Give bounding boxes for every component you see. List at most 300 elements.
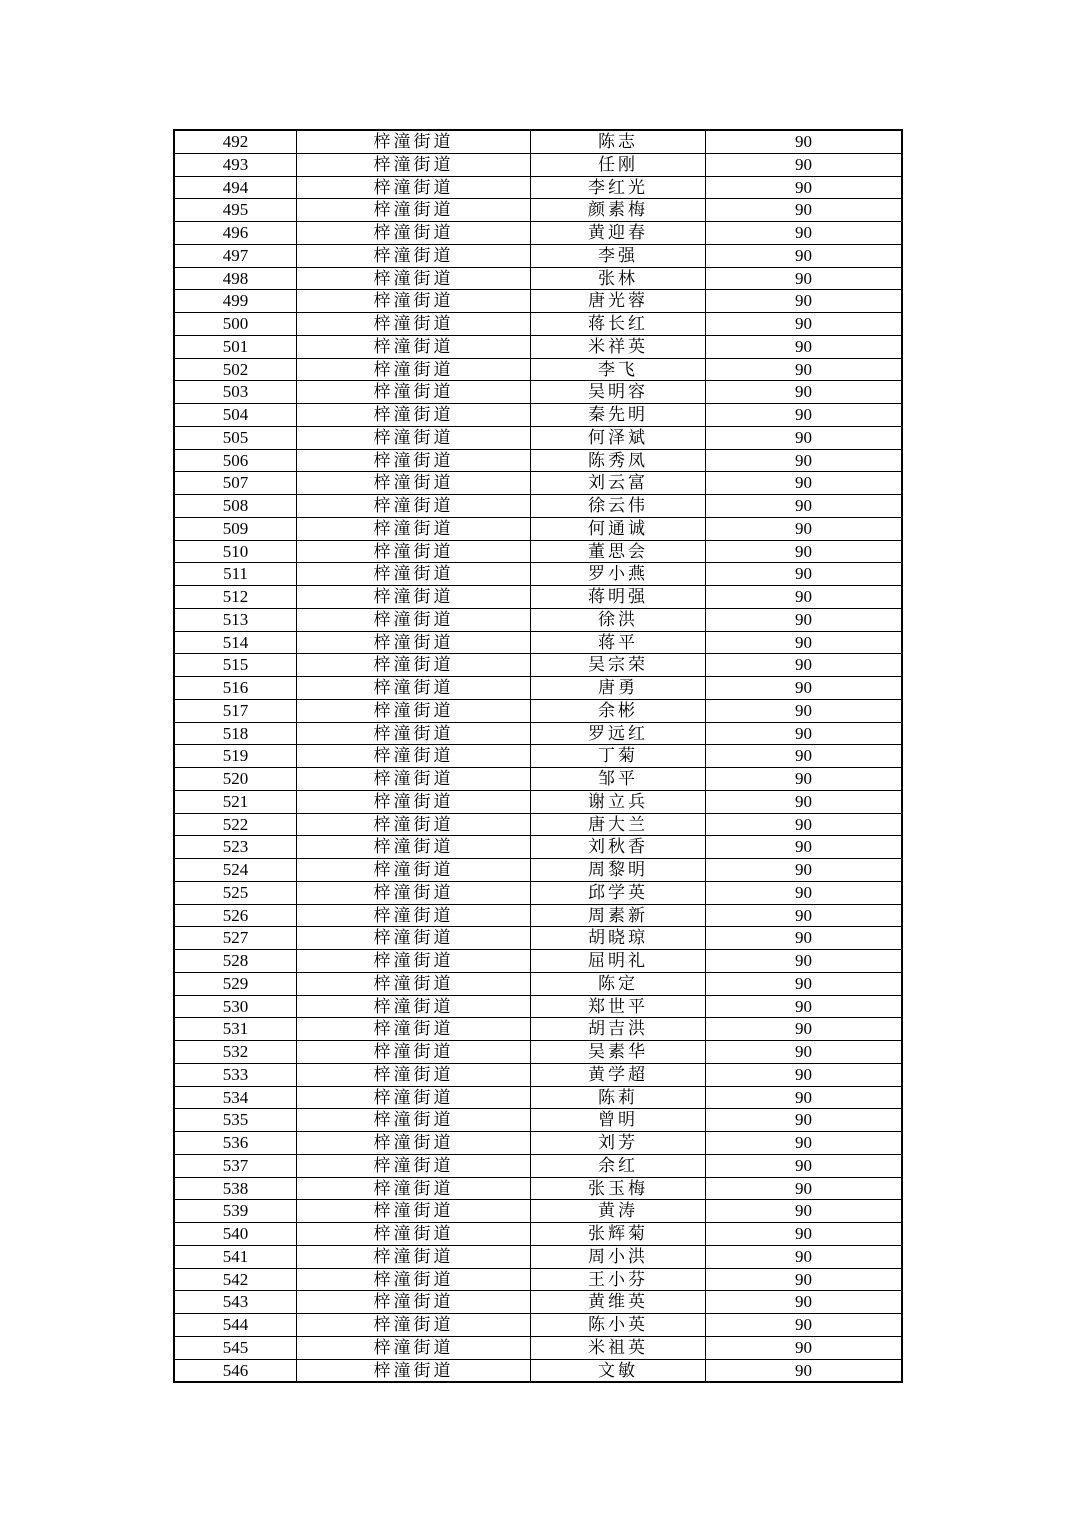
name-text: 罗远红 <box>588 723 648 743</box>
score-cell <box>706 313 903 336</box>
score-cell <box>706 972 903 995</box>
score-text: 90 <box>795 1360 812 1380</box>
name-text: 蒋平 <box>598 632 638 652</box>
score-cell <box>706 654 903 677</box>
street-text: 梓潼街道 <box>373 1155 454 1175</box>
score-text: 90 <box>795 450 812 470</box>
score-cell <box>706 836 903 859</box>
street-cell <box>297 563 531 586</box>
row-number-text: 541 <box>222 1246 249 1266</box>
street-cell <box>297 153 531 176</box>
row-number-cell <box>174 745 297 768</box>
street-cell <box>297 1245 531 1268</box>
name-cell <box>531 1200 706 1223</box>
score-cell <box>706 1314 903 1337</box>
table-row <box>174 813 902 836</box>
street-text: 梓潼街道 <box>373 882 454 902</box>
table-row <box>174 1154 902 1177</box>
row-number-cell <box>174 1268 297 1291</box>
row-number-text: 529 <box>222 973 249 993</box>
row-number-text: 526 <box>222 905 249 925</box>
row-number-text: 530 <box>222 996 249 1016</box>
table-row <box>174 222 902 245</box>
name-cell <box>531 199 706 222</box>
score-cell <box>706 1177 903 1200</box>
name-cell <box>531 813 706 836</box>
score-text: 90 <box>795 905 812 925</box>
street-text: 梓潼街道 <box>373 1019 454 1039</box>
name-text: 唐光蓉 <box>588 291 648 311</box>
row-number-cell <box>174 176 297 199</box>
street-cell <box>297 699 531 722</box>
score-text: 90 <box>795 200 812 220</box>
name-cell <box>531 540 706 563</box>
score-cell <box>706 1336 903 1359</box>
name-text: 文敏 <box>598 1360 638 1380</box>
row-number-cell <box>174 881 297 904</box>
row-number-cell <box>174 1132 297 1155</box>
row-number-text: 506 <box>222 450 249 470</box>
score-cell <box>706 904 903 927</box>
table-row <box>174 859 902 882</box>
street-text: 梓潼街道 <box>373 996 454 1016</box>
table-row <box>174 153 902 176</box>
row-number-cell <box>174 1314 297 1337</box>
row-number-cell <box>174 517 297 540</box>
name-cell <box>531 244 706 267</box>
score-cell <box>706 927 903 950</box>
score-cell <box>706 745 903 768</box>
row-number-text: 497 <box>222 245 249 265</box>
row-number-cell <box>174 495 297 518</box>
street-text: 梓潼街道 <box>373 154 454 174</box>
score-cell <box>706 449 903 472</box>
score-cell <box>706 859 903 882</box>
street-text: 梓潼街道 <box>373 1133 454 1152</box>
street-cell <box>297 1063 531 1086</box>
name-text: 吴明容 <box>588 382 648 402</box>
row-number-cell <box>174 358 297 381</box>
row-number-text: 504 <box>222 405 249 424</box>
row-number-cell <box>174 335 297 358</box>
table-row <box>174 699 902 722</box>
name-text: 唐大兰 <box>588 814 648 834</box>
row-number-text: 525 <box>222 882 249 902</box>
name-text: 吴素华 <box>588 1042 648 1061</box>
street-text: 梓潼街道 <box>373 1224 454 1243</box>
score-text: 90 <box>795 769 812 788</box>
row-number-cell <box>174 1336 297 1359</box>
name-text: 张玉梅 <box>588 1178 648 1198</box>
name-cell <box>531 1359 706 1382</box>
score-text: 90 <box>795 700 812 720</box>
name-text: 刘云富 <box>588 473 648 493</box>
roster-table <box>173 129 903 1383</box>
score-cell <box>706 699 903 722</box>
street-text: 梓潼街道 <box>373 1087 454 1107</box>
row-number-cell <box>174 859 297 882</box>
row-number-text: 498 <box>222 268 249 288</box>
street-text: 梓潼街道 <box>373 678 454 697</box>
row-number-cell <box>174 244 297 267</box>
score-cell <box>706 290 903 313</box>
score-cell <box>706 495 903 518</box>
table-row <box>174 1314 902 1337</box>
table-row <box>174 836 902 859</box>
street-cell <box>297 654 531 677</box>
score-cell <box>706 1132 903 1155</box>
name-cell <box>531 1132 706 1155</box>
score-text: 90 <box>795 1064 812 1084</box>
street-cell <box>297 1291 531 1314</box>
row-number-text: 515 <box>222 655 249 675</box>
score-text: 90 <box>795 655 812 675</box>
table-row <box>174 335 902 358</box>
table-row <box>174 563 902 586</box>
name-text: 陈秀凤 <box>588 450 648 470</box>
score-cell <box>706 608 903 631</box>
name-cell <box>531 904 706 927</box>
street-cell <box>297 495 531 518</box>
name-cell <box>531 677 706 700</box>
street-text: 梓潼街道 <box>373 905 454 925</box>
score-text: 90 <box>795 1224 812 1243</box>
name-cell <box>531 586 706 609</box>
name-text: 米祖英 <box>588 1337 648 1357</box>
score-cell <box>706 244 903 267</box>
street-text: 梓潼街道 <box>373 837 454 857</box>
score-text: 90 <box>795 382 812 402</box>
street-text: 梓潼街道 <box>373 928 454 948</box>
street-text: 梓潼街道 <box>373 609 454 629</box>
row-number-cell <box>174 1291 297 1314</box>
score-text: 90 <box>795 223 812 242</box>
row-number-cell <box>174 449 297 472</box>
row-number-cell <box>174 699 297 722</box>
name-text: 胡晓琼 <box>588 928 648 948</box>
score-text: 90 <box>795 996 812 1016</box>
row-number-cell <box>174 995 297 1018</box>
street-text: 梓潼街道 <box>373 1337 454 1357</box>
street-cell <box>297 199 531 222</box>
score-cell <box>706 517 903 540</box>
street-cell <box>297 290 531 313</box>
score-cell <box>706 563 903 586</box>
row-number-text: 545 <box>222 1337 249 1357</box>
street-cell <box>297 790 531 813</box>
name-text: 徐洪 <box>598 609 638 629</box>
score-text: 90 <box>795 132 812 151</box>
table-row <box>174 881 902 904</box>
street-text: 梓潼街道 <box>373 382 454 402</box>
table-row <box>174 995 902 1018</box>
street-cell <box>297 631 531 654</box>
row-number-cell <box>174 1018 297 1041</box>
name-cell <box>531 1291 706 1314</box>
row-number-cell <box>174 1109 297 1132</box>
table-row <box>174 472 902 495</box>
table-row <box>174 1245 902 1268</box>
score-cell <box>706 335 903 358</box>
row-number-cell <box>174 1223 297 1246</box>
street-cell <box>297 404 531 427</box>
name-cell <box>531 836 706 859</box>
street-text: 梓潼街道 <box>373 791 454 811</box>
name-cell <box>531 267 706 290</box>
name-text: 蒋明强 <box>588 587 648 606</box>
row-number-cell <box>174 426 297 449</box>
row-number-text: 524 <box>222 860 249 879</box>
street-cell <box>297 881 531 904</box>
table-row <box>174 745 902 768</box>
name-text: 余彬 <box>598 700 638 720</box>
name-cell <box>531 927 706 950</box>
street-text: 梓潼街道 <box>373 1292 454 1312</box>
score-cell <box>706 768 903 791</box>
name-cell <box>531 1109 706 1132</box>
score-text: 90 <box>795 177 812 197</box>
street-text: 梓潼街道 <box>373 1315 454 1334</box>
name-cell <box>531 495 706 518</box>
row-number-text: 503 <box>222 382 249 402</box>
table-row <box>174 586 902 609</box>
name-cell <box>531 449 706 472</box>
table-row <box>174 1041 902 1064</box>
street-text: 梓潼街道 <box>373 336 454 356</box>
street-cell <box>297 1109 531 1132</box>
score-text: 90 <box>795 405 812 424</box>
street-cell <box>297 1018 531 1041</box>
row-number-text: 500 <box>222 314 249 333</box>
name-cell <box>531 1041 706 1064</box>
score-text: 90 <box>795 1019 812 1039</box>
street-text: 梓潼街道 <box>373 405 454 424</box>
name-cell <box>531 768 706 791</box>
row-number-text: 520 <box>222 769 249 788</box>
table-row <box>174 449 902 472</box>
street-text: 梓潼街道 <box>373 314 454 333</box>
score-cell <box>706 130 903 153</box>
score-cell <box>706 631 903 654</box>
name-text: 曾明 <box>598 1110 638 1130</box>
row-number-cell <box>174 199 297 222</box>
row-number-cell <box>174 722 297 745</box>
street-cell <box>297 972 531 995</box>
row-number-cell <box>174 904 297 927</box>
name-text: 董思会 <box>588 541 648 561</box>
street-cell <box>297 335 531 358</box>
street-cell <box>297 426 531 449</box>
score-cell <box>706 813 903 836</box>
row-number-text: 538 <box>222 1178 249 1198</box>
table-row <box>174 904 902 927</box>
score-cell <box>706 1154 903 1177</box>
row-number-text: 517 <box>222 700 249 720</box>
table-row <box>174 1359 902 1382</box>
street-text: 梓潼街道 <box>373 860 454 879</box>
row-number-text: 536 <box>222 1133 249 1152</box>
score-text: 90 <box>795 1042 812 1061</box>
street-cell <box>297 768 531 791</box>
row-number-cell <box>174 313 297 336</box>
row-number-text: 505 <box>222 427 249 447</box>
name-cell <box>531 1018 706 1041</box>
table-row <box>174 495 902 518</box>
street-text: 梓潼街道 <box>373 1360 454 1380</box>
row-number-cell <box>174 972 297 995</box>
name-cell <box>531 995 706 1018</box>
name-cell <box>531 1268 706 1291</box>
score-text: 90 <box>795 1269 812 1289</box>
table-row <box>174 130 902 153</box>
street-text: 梓潼街道 <box>373 268 454 288</box>
score-text: 90 <box>795 541 812 561</box>
score-cell <box>706 881 903 904</box>
row-number-text: 540 <box>222 1224 249 1243</box>
score-cell <box>706 677 903 700</box>
row-number-text: 499 <box>222 291 249 311</box>
street-cell <box>297 927 531 950</box>
score-text: 90 <box>795 473 812 493</box>
name-text: 徐云伟 <box>588 496 648 515</box>
score-cell <box>706 1268 903 1291</box>
score-text: 90 <box>795 791 812 811</box>
score-cell <box>706 1245 903 1268</box>
street-cell <box>297 813 531 836</box>
name-text: 吴宗荣 <box>588 655 648 675</box>
score-cell <box>706 1063 903 1086</box>
name-text: 陈莉 <box>598 1087 638 1107</box>
row-number-cell <box>174 540 297 563</box>
street-cell <box>297 313 531 336</box>
street-text: 梓潼街道 <box>373 1201 454 1221</box>
row-number-cell <box>174 654 297 677</box>
name-cell <box>531 972 706 995</box>
street-cell <box>297 1223 531 1246</box>
score-cell <box>706 995 903 1018</box>
row-number-cell <box>174 950 297 973</box>
table-row <box>174 517 902 540</box>
table-row <box>174 1132 902 1155</box>
row-number-text: 546 <box>222 1360 249 1380</box>
name-text: 余红 <box>598 1155 638 1175</box>
street-text: 梓潼街道 <box>373 1178 454 1198</box>
name-text: 蒋长红 <box>588 314 648 333</box>
table-row <box>174 426 902 449</box>
name-text: 李飞 <box>598 359 638 379</box>
score-cell <box>706 1041 903 1064</box>
street-text: 梓潼街道 <box>373 632 454 652</box>
table-row <box>174 950 902 973</box>
score-text: 90 <box>795 882 812 902</box>
row-number-text: 528 <box>222 951 249 970</box>
score-cell <box>706 381 903 404</box>
street-text: 梓潼街道 <box>373 177 454 197</box>
row-number-cell <box>174 1359 297 1382</box>
name-text: 胡吉洪 <box>588 1019 648 1039</box>
name-cell <box>531 130 706 153</box>
street-text: 梓潼街道 <box>373 814 454 834</box>
street-text: 梓潼街道 <box>373 541 454 561</box>
street-text: 梓潼街道 <box>373 132 454 151</box>
name-cell <box>531 517 706 540</box>
score-text: 90 <box>795 609 812 629</box>
street-text: 梓潼街道 <box>373 496 454 515</box>
table-row <box>174 654 902 677</box>
score-text: 90 <box>795 951 812 970</box>
row-number-text: 501 <box>222 336 249 356</box>
score-text: 90 <box>795 1201 812 1221</box>
street-cell <box>297 1200 531 1223</box>
name-text: 黄涛 <box>598 1201 638 1221</box>
row-number-cell <box>174 677 297 700</box>
street-text: 梓潼街道 <box>373 700 454 720</box>
row-number-text: 519 <box>222 746 249 766</box>
street-text: 梓潼街道 <box>373 427 454 447</box>
table-row <box>174 540 902 563</box>
table-row <box>174 1200 902 1223</box>
row-number-text: 493 <box>222 154 249 174</box>
row-number-text: 535 <box>222 1110 249 1130</box>
score-text: 90 <box>795 359 812 379</box>
row-number-text: 522 <box>222 814 249 834</box>
name-text: 丁菊 <box>598 746 638 766</box>
street-cell <box>297 267 531 290</box>
name-cell <box>531 153 706 176</box>
score-cell <box>706 1223 903 1246</box>
row-number-cell <box>174 290 297 313</box>
name-cell <box>531 222 706 245</box>
street-cell <box>297 244 531 267</box>
score-text: 90 <box>795 1155 812 1175</box>
row-number-cell <box>174 267 297 290</box>
street-text: 梓潼街道 <box>373 1246 454 1266</box>
score-text: 90 <box>795 632 812 652</box>
street-text: 梓潼街道 <box>373 973 454 993</box>
score-text: 90 <box>795 1315 812 1334</box>
row-number-cell <box>174 631 297 654</box>
name-cell <box>531 950 706 973</box>
name-cell <box>531 426 706 449</box>
street-text: 梓潼街道 <box>373 769 454 788</box>
row-number-text: 508 <box>222 496 249 515</box>
score-cell <box>706 1018 903 1041</box>
name-cell <box>531 313 706 336</box>
name-text: 王小芬 <box>588 1269 648 1289</box>
row-number-text: 534 <box>222 1087 249 1107</box>
street-cell <box>297 836 531 859</box>
score-cell <box>706 950 903 973</box>
row-number-cell <box>174 1063 297 1086</box>
score-cell <box>706 790 903 813</box>
street-text: 梓潼街道 <box>373 1042 454 1061</box>
table-row <box>174 1268 902 1291</box>
name-cell <box>531 358 706 381</box>
row-number-text: 511 <box>223 564 248 584</box>
row-number-cell <box>174 1245 297 1268</box>
score-text: 90 <box>795 518 812 538</box>
score-text: 90 <box>795 1110 812 1130</box>
name-cell <box>531 699 706 722</box>
name-text: 何通诚 <box>588 518 648 538</box>
name-cell <box>531 404 706 427</box>
street-text: 梓潼街道 <box>373 746 454 766</box>
street-cell <box>297 449 531 472</box>
table-row <box>174 1018 902 1041</box>
street-cell <box>297 722 531 745</box>
name-cell <box>531 1314 706 1337</box>
street-cell <box>297 1041 531 1064</box>
